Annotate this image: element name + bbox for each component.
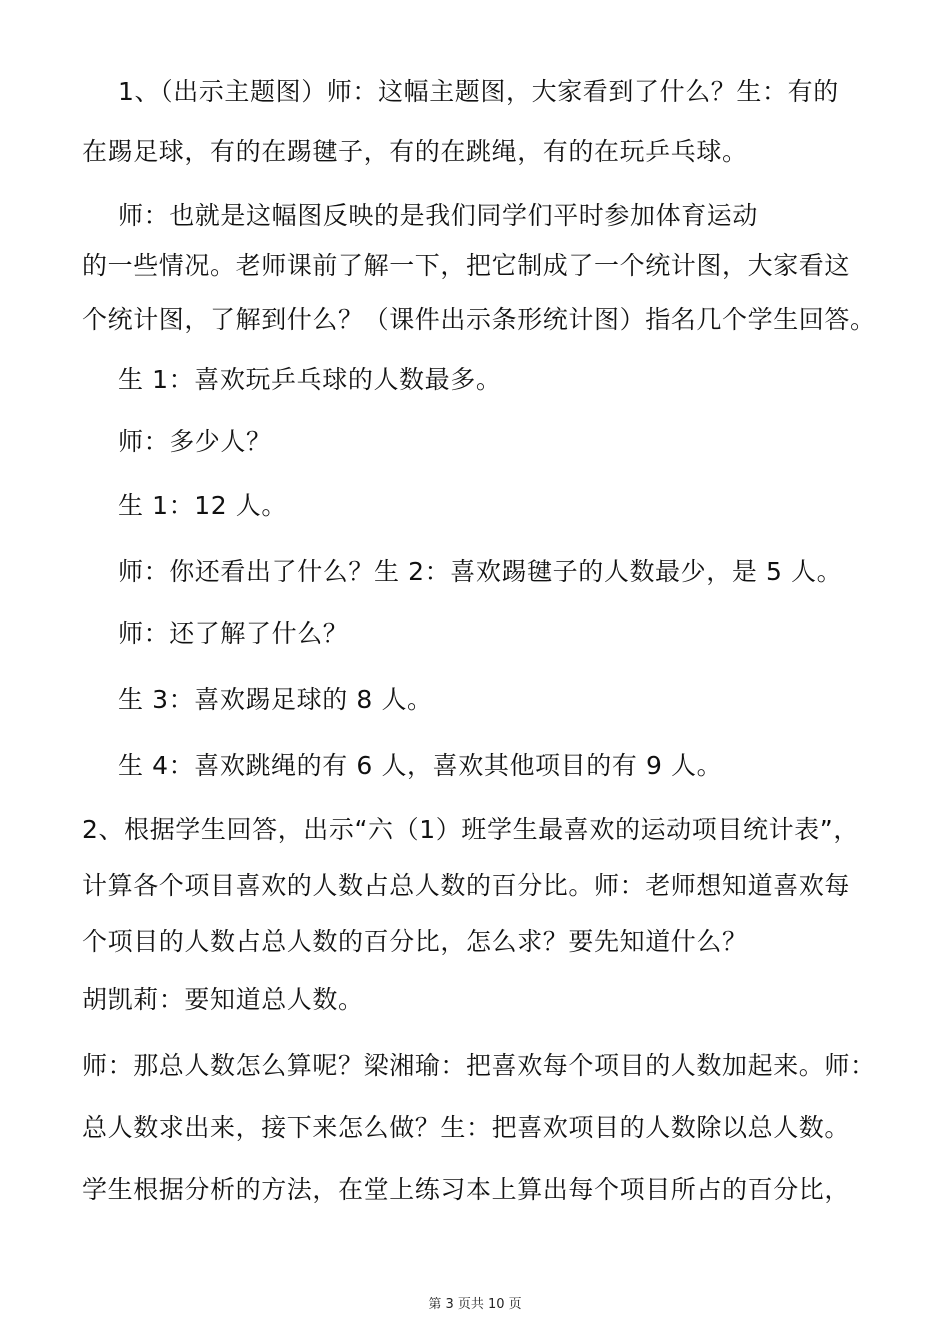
paragraph-line: 1、（出示主题图）师：这幅主题图，大家看到了什么？生：有的: [118, 77, 839, 106]
paragraph-line: 的一些情况。老师课前了解一下，把它制成了一个统计图，大家看这: [82, 251, 851, 280]
paragraph-line: 个项目的人数占总人数的百分比，怎么求？要先知道什么？: [82, 927, 748, 956]
paragraph-line: 师：你还看出了什么？生 2：喜欢踢毽子的人数最少，是 5 人。: [118, 557, 843, 586]
paragraph-line: 师：也就是这幅图反映的是我们同学们平时参加体育运动: [118, 201, 759, 230]
paragraph-line: 胡凯莉：要知道总人数。: [82, 985, 364, 1014]
paragraph-line: 师：还了解了什么？: [118, 619, 349, 648]
page-footer: 第 3 页共 10 页: [428, 1297, 522, 1312]
paragraph-line: 生 3：喜欢踢足球的 8 人。: [118, 685, 433, 714]
paragraph-line: 师：多少人？: [118, 427, 272, 456]
paragraph-line: 计算各个项目喜欢的人数占总人数的百分比。师：老师想知道喜欢每: [82, 871, 851, 900]
paragraph-line: 2、根据学生回答，出示“六（1）班学生最喜欢的运动项目统计表”，: [82, 815, 859, 844]
paragraph-line: 生 1：喜欢玩乒乓球的人数最多。: [118, 365, 502, 394]
paragraph-line: 学生根据分析的方法，在堂上练习本上算出每个项目所占的百分比，: [82, 1175, 851, 1204]
paragraph-line: 生 1：12 人。: [118, 491, 288, 520]
paragraph-line: 在踢足球，有的在踢毽子，有的在跳绳，有的在玩乒乓球。: [82, 137, 748, 166]
paragraph-line: 个统计图，了解到什么？（课件出示条形统计图）指名几个学生回答。: [82, 305, 876, 334]
paragraph-line: 生 4：喜欢跳绳的有 6 人，喜欢其他项目的有 9 人。: [118, 751, 723, 780]
paragraph-line: 总人数求出来，接下来怎么做？生：把喜欢项目的人数除以总人数。: [82, 1113, 851, 1142]
paragraph-line: 师：那总人数怎么算呢？梁湘瑜：把喜欢每个项目的人数加起来。师：: [82, 1051, 876, 1080]
